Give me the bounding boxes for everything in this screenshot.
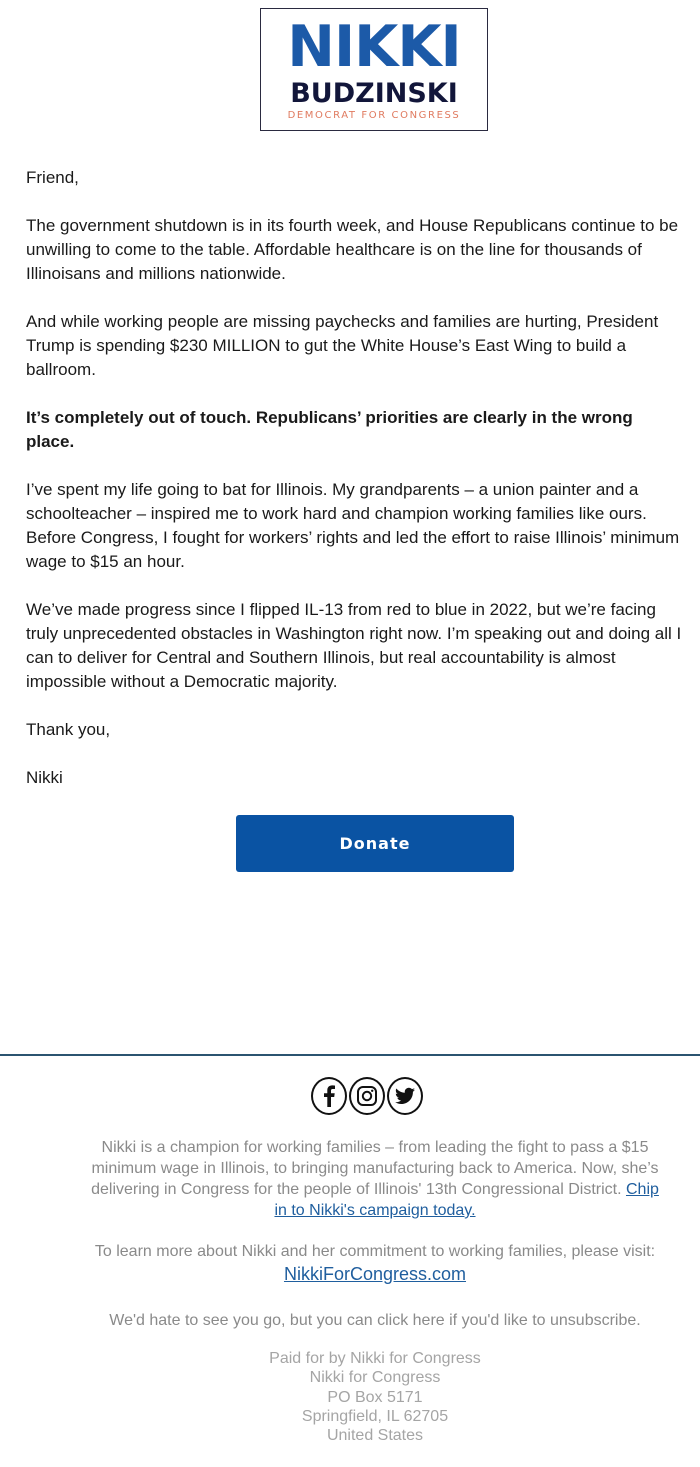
text-line: ballroom. xyxy=(26,360,96,379)
footer-text-line: delivering in Congress for the people of Illinois' 13th Congressional District. xyxy=(91,1181,626,1198)
facebook-link[interactable] xyxy=(311,1077,347,1115)
learn-more-text: To learn more about Nikki and her commitment to working families, please visit: xyxy=(94,1243,656,1260)
closing: Thank you, xyxy=(26,720,111,739)
paragraph-ballroom xyxy=(26,310,700,382)
paragraph-shutdown xyxy=(26,214,700,286)
footer-mission xyxy=(80,1137,670,1221)
logo-last-name: BUDZINSKI xyxy=(290,78,458,109)
twitter-link[interactable] xyxy=(387,1077,423,1115)
footer-text-line: Nikki is a champion for working families – from leading the fight to pass a $15 xyxy=(101,1139,649,1156)
paragraph-background xyxy=(26,478,700,574)
text-line: It’s completely out of touch. Republicans’ priorities are clearly in the wrong xyxy=(26,408,633,427)
donate-button[interactable]: Donate xyxy=(236,815,514,872)
footer-text-line: minimum wage in Illinois, to bringing manufacturing back to America. Now, she’s xyxy=(91,1160,659,1177)
chip-in-link-continued[interactable]: in to Nikki's campaign today. xyxy=(274,1202,476,1219)
text-line: Before Congress, I fought for workers’ rights and led the effort to raise Illinois’ minimum xyxy=(26,528,680,547)
text-line: schoolteacher – inspired me to work hard and champion working families like ours. xyxy=(26,504,647,523)
text-line: I’ve spent my life going to bat for Illinois. My grandparents – a union painter and a xyxy=(26,480,639,499)
text-line: place. xyxy=(26,432,75,451)
text-line: We’ve made progress since I flipped IL-13 from red to blue in 2022, but we’re facing xyxy=(26,600,656,619)
footer-address xyxy=(80,1349,670,1445)
campaign-logo xyxy=(260,8,488,131)
social-links xyxy=(311,1077,441,1117)
text-line: Trump is spending $230 MILLION to gut the White House’s East Wing to build a xyxy=(26,336,627,355)
letter-body xyxy=(26,166,700,814)
text-line: unwilling to come to the table. Affordable healthcare is on the line for thousands of xyxy=(26,240,642,259)
paid-for-by: Paid for by Nikki for Congress xyxy=(269,1350,481,1367)
text-line: Illinoisans and millions nationwide. xyxy=(26,264,286,283)
footer-learn-more xyxy=(80,1241,670,1286)
chip-in-link[interactable]: Chip xyxy=(625,1181,659,1198)
text-line: wage to $15 an hour. xyxy=(26,552,185,571)
paragraph-progress xyxy=(26,598,700,694)
logo-first-name: NIKKI xyxy=(287,14,461,80)
twitter-icon xyxy=(395,1087,415,1105)
text-line: impossible without a Democratic majority. xyxy=(26,672,338,691)
instagram-icon xyxy=(356,1085,378,1107)
logo-tagline: DEMOCRAT FOR CONGRESS xyxy=(287,110,461,121)
text-line: And while working people are missing paychecks and families are hurting, President xyxy=(26,312,659,331)
footer-divider xyxy=(0,1054,700,1056)
instagram-link[interactable] xyxy=(349,1077,385,1115)
greeting: Friend, xyxy=(26,168,79,187)
po-box: PO Box 5171 xyxy=(327,1388,423,1406)
website-link[interactable]: NikkiForCongress.com xyxy=(283,1264,467,1284)
text-line: truly unprecedented obstacles in Washington right now. I’m speaking out and doing all I xyxy=(26,624,682,643)
text-line: can to deliver for Central and Southern Illinois, but real accountability is almost xyxy=(26,648,616,667)
facebook-icon xyxy=(322,1085,336,1107)
signature: Nikki xyxy=(26,768,63,787)
paragraph-out-of-touch xyxy=(26,406,700,454)
text-line: The government shutdown is in its fourth week, and House Republicans continue to be xyxy=(26,216,679,235)
city-state-zip: Springfield, IL 62705 xyxy=(301,1407,449,1425)
org-name: Nikki for Congress xyxy=(309,1369,441,1387)
unsubscribe-text[interactable]: We'd hate to see you go, but you can click here if you'd like to unsubscribe. xyxy=(109,1312,641,1329)
country: United States xyxy=(326,1427,424,1445)
